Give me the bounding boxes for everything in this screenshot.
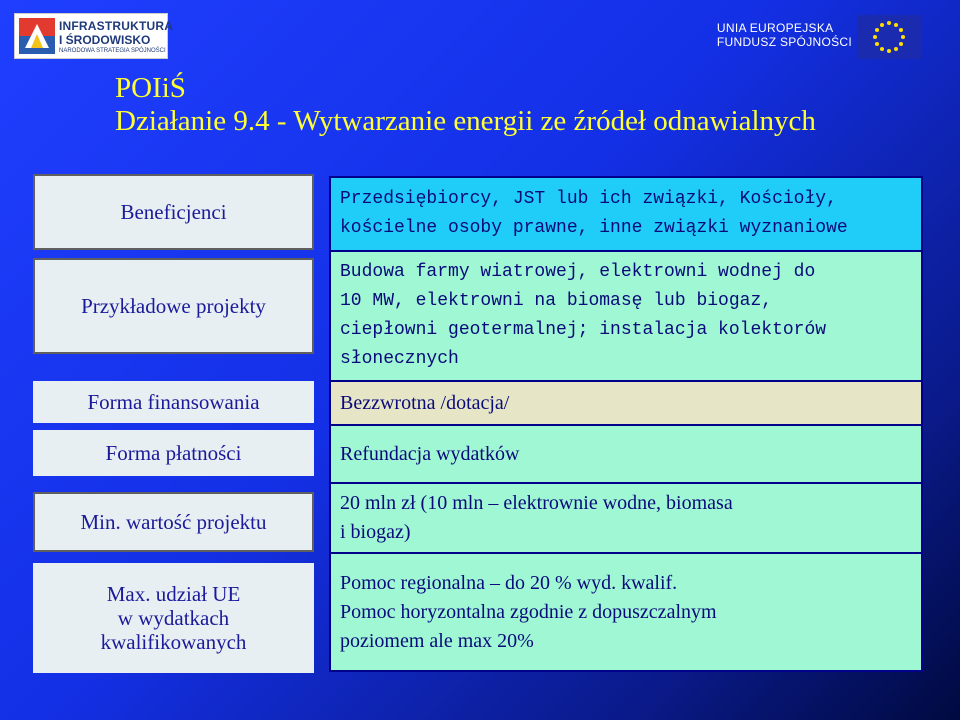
value-projekty-line-3: ciepłowni geotermalnej; instalacja kolektorów: [340, 320, 827, 340]
value-projekty-line-2: 10 MW, elektrowni na biomasę lub biogaz,: [340, 291, 773, 311]
value-max-line-1: Pomoc regionalna – do 20 % wyd. kwalif.: [340, 571, 678, 594]
label-forma-platnosci: Forma płatności: [33, 430, 314, 476]
label-min-wartosc-projektu: Min. wartość projektu: [33, 492, 314, 552]
label-przykladowe-projekty: Przykładowe projekty: [33, 258, 314, 354]
value-min-line-2: i biogaz): [340, 521, 411, 543]
label-max-line-2: w wydatkach: [117, 606, 230, 630]
nss-logo-icon: [19, 18, 55, 54]
logo-line-1: INFRASTRUKTURA: [59, 19, 174, 33]
title-line-2: Działanie 9.4 - Wytwarzanie energii ze źródeł odnawialnych: [115, 105, 816, 137]
value-beneficjenci-line-2: kościelne osoby prawne, inne związki wyznaniowe: [340, 218, 848, 238]
label-beneficjenci: Beneficjenci: [33, 174, 314, 250]
eu-line-2: FUNDUSZ SPÓJNOŚCI: [716, 35, 852, 49]
eu-fund-caption: [717, 21, 852, 49]
header-bar: [0, 0, 960, 70]
value-max-line-3: poziomem ale max 20%: [340, 629, 534, 652]
logo-line-3: NARODOWA STRATEGIA SPÓJNOŚCI: [59, 48, 166, 54]
value-forma-platnosci: [329, 424, 923, 484]
value-platnosci-text: Refundacja wydatków: [340, 442, 520, 465]
label-forma-finansowania: Forma finansowania: [33, 381, 314, 423]
value-przykladowe-projekty: [329, 250, 923, 382]
value-min-wartosc: [329, 482, 923, 554]
title-line-1: POIiŚ: [115, 72, 186, 104]
value-beneficjenci-line-1: Przedsiębiorcy, JST lub ich związki, Kościoły,: [340, 189, 837, 209]
value-projekty-line-4: słonecznych: [340, 349, 459, 369]
label-max-line-3: kwalifikowanych: [100, 630, 247, 654]
label-max-udzial-ue: [33, 563, 314, 673]
eu-line-1: UNIA EUROPEJSKA: [716, 21, 834, 35]
value-finansowanie-text: Bezzwrotna /dotacja/: [340, 391, 510, 414]
page-title: [115, 72, 816, 138]
infrastruktura-logo: [14, 13, 174, 59]
eu-flag-icon: [857, 15, 921, 59]
value-max-line-2: Pomoc horyzontalna zgodnie z dopuszczalnym: [340, 600, 717, 623]
value-projekty-line-1: Budowa farmy wiatrowej, elektrowni wodnej do: [340, 262, 816, 282]
value-min-line-1: 20 mln zł (10 mln – elektrownie wodne, biomasa: [340, 492, 733, 514]
logo-line-2: I ŚRODOWISKO: [59, 33, 151, 47]
label-max-line-1: Max. udział UE: [106, 582, 241, 606]
value-max-udzial: [329, 552, 923, 672]
value-beneficjenci: [329, 176, 923, 252]
value-forma-finansowania: [329, 380, 923, 426]
